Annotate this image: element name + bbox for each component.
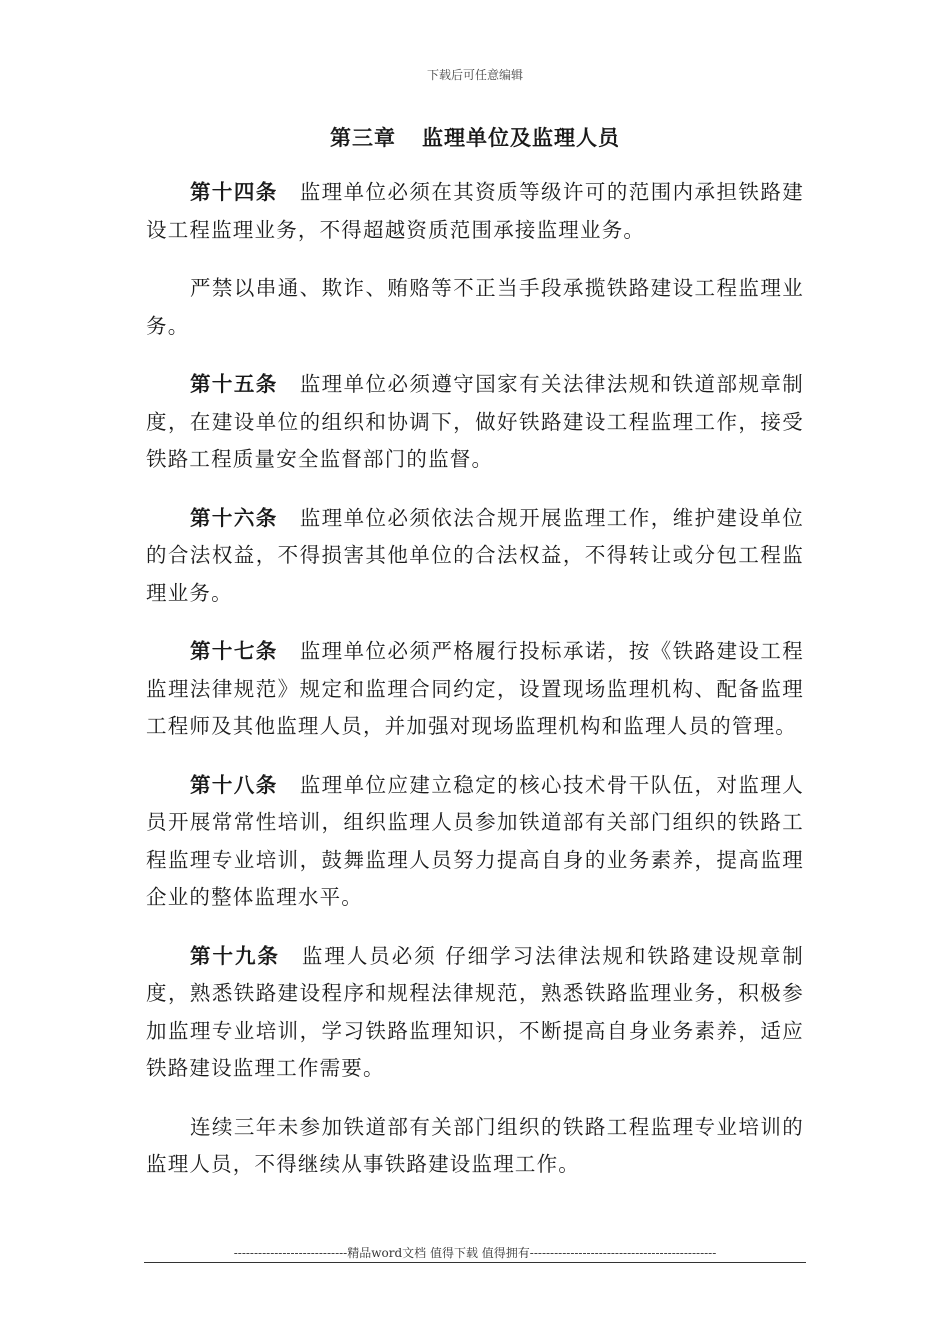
paragraph-text: 监理单位必须遵守国家有关法律法规和铁道部规章制度，在建设单位的组织和协调下，做好铁路建设工程监理工作，接受铁路工程质量安全监督部门的监督。: [146, 372, 804, 471]
chapter-title: [0, 122, 950, 152]
article-number: 第十五条: [190, 372, 278, 396]
paragraph-article-18: [146, 767, 804, 917]
paragraph-text: 监理单位必须严格履行投标承诺，按《铁路建设工程监理法律规范》规定和监理合同约定，设置现场监理机构、配备监理工程师及其他监理人员，并加强对现场监理机构和监理人员的管理。: [146, 639, 804, 738]
article-number: 第十四条: [190, 180, 278, 204]
chapter-name: 监理单位及监理人员: [422, 125, 620, 150]
paragraph-article-19: [146, 938, 804, 1088]
paragraph-text: 监理人员必须 仔细学习法律法规和铁路建设规章制度，熟悉铁路建设程序和规程法律规范，熟悉铁路监理业务，积极参加监理专业培训，学习铁路监理知识，不断提高自身业务素养，适应铁路建设监理工作需要。: [146, 943, 804, 1080]
footer-divider: [144, 1262, 806, 1263]
article-number: 第十六条: [190, 505, 278, 530]
page-header: 下载后可任意编辑: [426, 68, 523, 82]
page-footer: ----------------------------精品word文档 值得下载 值得拥有----------------------------------------------: [233, 1246, 717, 1260]
paragraph-text: 监理单位必须在其资质等级许可的范围内承担铁路建设工程监理业务，不得超越资质范围承接监理业务。: [146, 180, 804, 242]
paragraph-article-19-clause: [146, 1109, 804, 1184]
article-number: 第十七条: [190, 639, 278, 663]
paragraph-text: 监理单位必须依法合规开展监理工作，维护建设单位的合法权益，不得损害其他单位的合法权益，不得转让或分包工程监理业务。: [146, 505, 804, 605]
paragraph-article-17: [146, 633, 804, 746]
paragraph-text: 连续三年未参加铁道部有关部门组织的铁路工程监理专业培训的监理人员，不得继续从事铁路建设监理工作。: [146, 1114, 804, 1176]
document-body: [146, 174, 804, 1205]
paragraph-article-15: [146, 366, 804, 479]
article-number: 第十八条: [190, 772, 278, 797]
article-number: 第十九条: [190, 943, 280, 968]
paragraph-text: 严禁以串通、欺诈、贿赂等不正当手段承揽铁路建设工程监理业务。: [146, 276, 804, 338]
paragraph-article-14: [146, 174, 804, 249]
chapter-number: 第三章: [330, 125, 396, 150]
paragraph-text: 监理单位应建立稳定的核心技术骨干队伍，对监理人员开展常常性培训，组织监理人员参加铁道部有关部门组织的铁路工程监理专业培训，鼓舞监理人员努力提高自身的业务素养，提高监理企业的整体监理水平。: [146, 772, 804, 909]
paragraph-article-14-clause: [146, 270, 804, 345]
paragraph-article-16: [146, 500, 804, 613]
